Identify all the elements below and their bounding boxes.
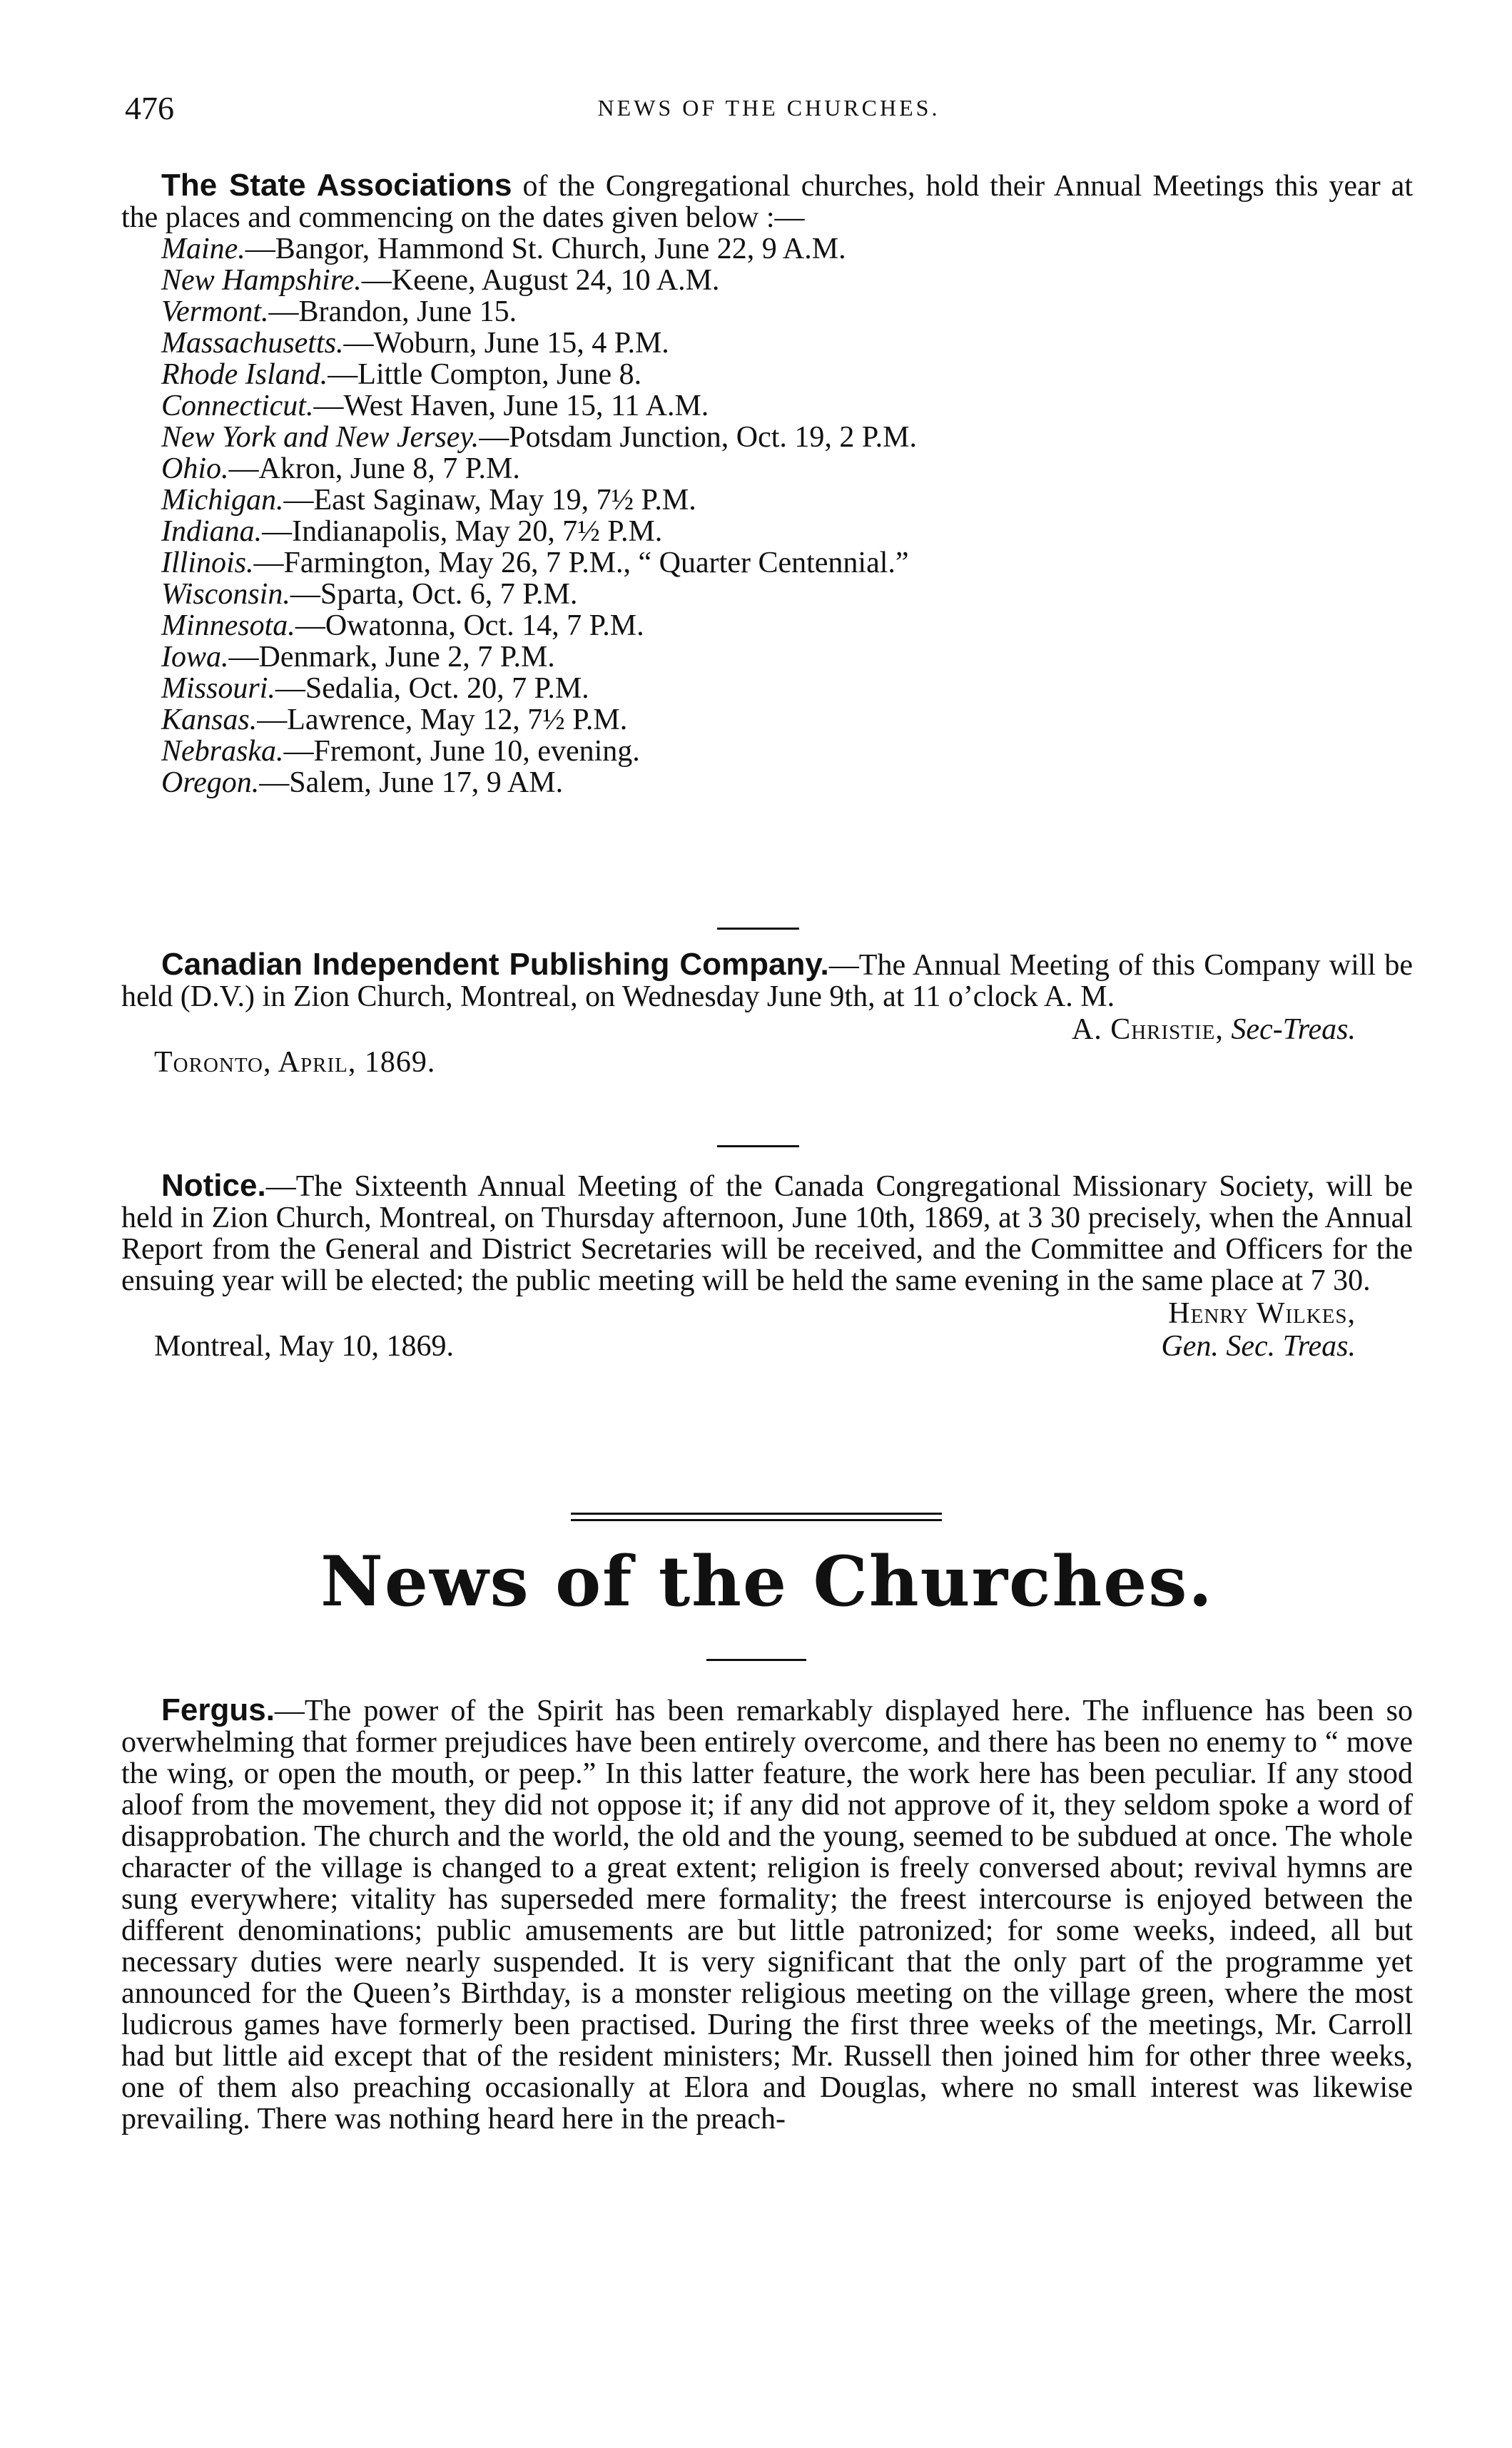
fergus-article <box>121 1692 1413 2135</box>
state-association-list <box>121 233 1413 798</box>
state-name: Ohio. <box>161 452 229 485</box>
state-details: —Keene, August 24, 10 A.M. <box>361 264 720 297</box>
notice-lead: Notice. <box>161 1168 266 1203</box>
state-details: —Farmington, May 26, 7 P.M., “ Quarter Centennial.” <box>253 547 909 579</box>
state-name: Vermont. <box>161 295 269 328</box>
state-name: Kansas. <box>161 704 258 736</box>
state-name: Michigan. <box>161 484 284 517</box>
divider <box>706 1659 806 1661</box>
list-item <box>121 453 1413 484</box>
signer-title: Gen. Sec. Treas. <box>1161 1330 1356 1363</box>
divider <box>717 1145 799 1147</box>
signer-title: Sec-Treas. <box>1231 1013 1356 1046</box>
state-details: —Bangor, Hammond St. Church, June 22, 9 A.M. <box>245 233 846 265</box>
publishing-company-lead: Canadian Independent Publishing Company. <box>161 947 829 982</box>
state-name: Illinois. <box>161 547 254 579</box>
state-details: —Akron, June 8, 7 P.M. <box>228 452 520 485</box>
state-name: New York and New Jersey. <box>161 421 480 454</box>
signature-row <box>121 1012 1413 1045</box>
state-details: —West Haven, June 15, 11 A.M. <box>313 390 709 422</box>
state-details: —Lawrence, May 12, 7½ P.M. <box>257 704 628 736</box>
state-name: Oregon. <box>161 766 260 799</box>
state-details: —Salem, June 17, 9 AM. <box>259 766 564 799</box>
state-details: —Sedalia, Oct. 20, 7 P.M. <box>275 672 589 705</box>
state-associations-lead: The State Associations <box>161 168 512 203</box>
state-name: Missouri. <box>161 672 275 705</box>
signature-row <box>121 1296 1413 1329</box>
list-item <box>121 233 1413 265</box>
place-date-row <box>121 1329 1413 1362</box>
fergus-body: —The power of the Spirit has been remarkably displayed here. The influence has been so overwhelming that former prejudices have been entirely overcome, and there has been no enemy to “ move the wing, or open the mouth, or peep.” In this latter feature, the work here has been peculiar. If any stood aloof from the movement, they did not oppose it; if any did not approve of it, they seldom spoke a word of disapprobation. The church and the world, the old and the young, seemed to be subdued at once. The whole character of the village is changed to a great extent; religion is freely conversed about; revival hymns are sung everywhere; vitality has superseded mere formality; the freest intercourse is enjoyed between the different denominations; public amusements are but little patronized; for some weeks, indeed, all but necessary duties were nearly suspended. It is very significant that the only part of the programme yet announced for the Queen’s Birthday, is a monster religious meeting on the village green, where the most ludicrous games have formerly been practised. During the first three weeks of the meetings, Mr. Carroll had but little aid except that of the resident ministers; Mr. Russell then joined him for other three weeks, one of them also preaching occasionally at Elora and Douglas, where no small interest was likewise prevailing. There was nothing heard here in the preach- <box>121 1695 1413 2135</box>
state-details: —Denmark, June 2, 7 P.M. <box>228 641 555 674</box>
page-header <box>125 89 1413 132</box>
state-details: —Fremont, June 10, evening. <box>283 735 640 768</box>
state-details: —Potsdam Junction, Oct. 19, 2 P.M. <box>479 421 917 454</box>
state-name: Wisconsin. <box>161 578 290 611</box>
list-item <box>121 736 1413 767</box>
state-associations-text: of the Congregational churches, hold their Annual Meetings this year at the places and commencing on the dates given below :— <box>121 170 1413 234</box>
section-title: News of the Churches. <box>320 1541 1214 1622</box>
state-name: Rhode Island. <box>161 358 328 391</box>
list-item <box>121 359 1413 390</box>
publishing-company-body: —The Annual Meeting of this Company will be held (D.V.) in Zion Church, Montreal, on Wednesday June 9th, at 11 o’clock A. M. <box>121 949 1414 1013</box>
state-name: New Hampshire. <box>161 264 362 297</box>
list-item <box>121 327 1413 359</box>
state-associations-intro <box>121 170 1413 233</box>
state-name: Indiana. <box>161 515 263 548</box>
list-item <box>121 484 1413 516</box>
list-item <box>121 422 1413 453</box>
missionary-society-notice <box>121 1170 1413 1362</box>
list-item <box>121 579 1413 610</box>
state-name: Minnesota. <box>161 609 295 642</box>
state-details: —Little Compton, June 8. <box>328 358 642 391</box>
list-item <box>121 296 1413 327</box>
list-item <box>121 610 1413 641</box>
list-item <box>121 516 1413 547</box>
publishing-company-notice <box>121 949 1413 1078</box>
place-date: Toronto, April, 1869. <box>154 1046 436 1079</box>
list-item <box>121 673 1413 704</box>
state-details: —Woburn, June 15, 4 P.M. <box>343 327 669 360</box>
list-item <box>121 704 1413 736</box>
state-name: Nebraska. <box>161 735 284 768</box>
state-details: —East Saginaw, May 19, 7½ P.M. <box>283 484 696 517</box>
signer-name: A. Christie, <box>1071 1013 1224 1046</box>
notice-body: —The Sixteenth Annual Meeting of the Canada Congregational Missionary Society, will be held in Zion Church, Montreal, on Thursday afternoon, June 10th, 1869, at 3 30 precisely, when the Annual Report from the General and District Secretaries will be received, and the Committee and Officers for the ensuing year will be elected; the public meeting will be held the same evening in the same place at 7 30. <box>121 1170 1413 1297</box>
signature <box>1072 1012 1356 1047</box>
state-associations-section <box>121 170 1413 798</box>
list-item <box>121 767 1413 798</box>
list-item <box>121 390 1413 422</box>
state-name: Maine. <box>161 233 245 265</box>
publishing-company-text <box>121 949 1413 1012</box>
state-name: Connecticut. <box>161 390 314 422</box>
place-date: Montreal, May 10, 1869. <box>154 1330 454 1363</box>
state-details: —Indianapolis, May 20, 7½ P.M. <box>262 515 663 548</box>
place-date-row <box>121 1045 1413 1078</box>
fergus-lead: Fergus. <box>161 1692 275 1727</box>
list-item <box>121 265 1413 296</box>
state-details: —Sparta, Oct. 6, 7 P.M. <box>290 578 578 611</box>
fergus-text <box>121 1692 1413 2135</box>
state-name: Iowa. <box>161 641 229 674</box>
notice-text <box>121 1170 1413 1296</box>
list-item <box>121 547 1413 579</box>
signer-name: Henry Wilkes, <box>1168 1297 1356 1330</box>
state-name: Massachusetts. <box>161 327 344 360</box>
page-number: 476 <box>125 90 174 126</box>
state-details: —Brandon, June 15. <box>268 295 517 328</box>
running-title: NEWS OF THE CHURCHES. <box>597 95 940 121</box>
divider <box>717 928 799 930</box>
list-item <box>121 641 1413 673</box>
double-rule <box>571 1513 942 1521</box>
state-details: —Owatonna, Oct. 14, 7 P.M. <box>295 609 644 642</box>
